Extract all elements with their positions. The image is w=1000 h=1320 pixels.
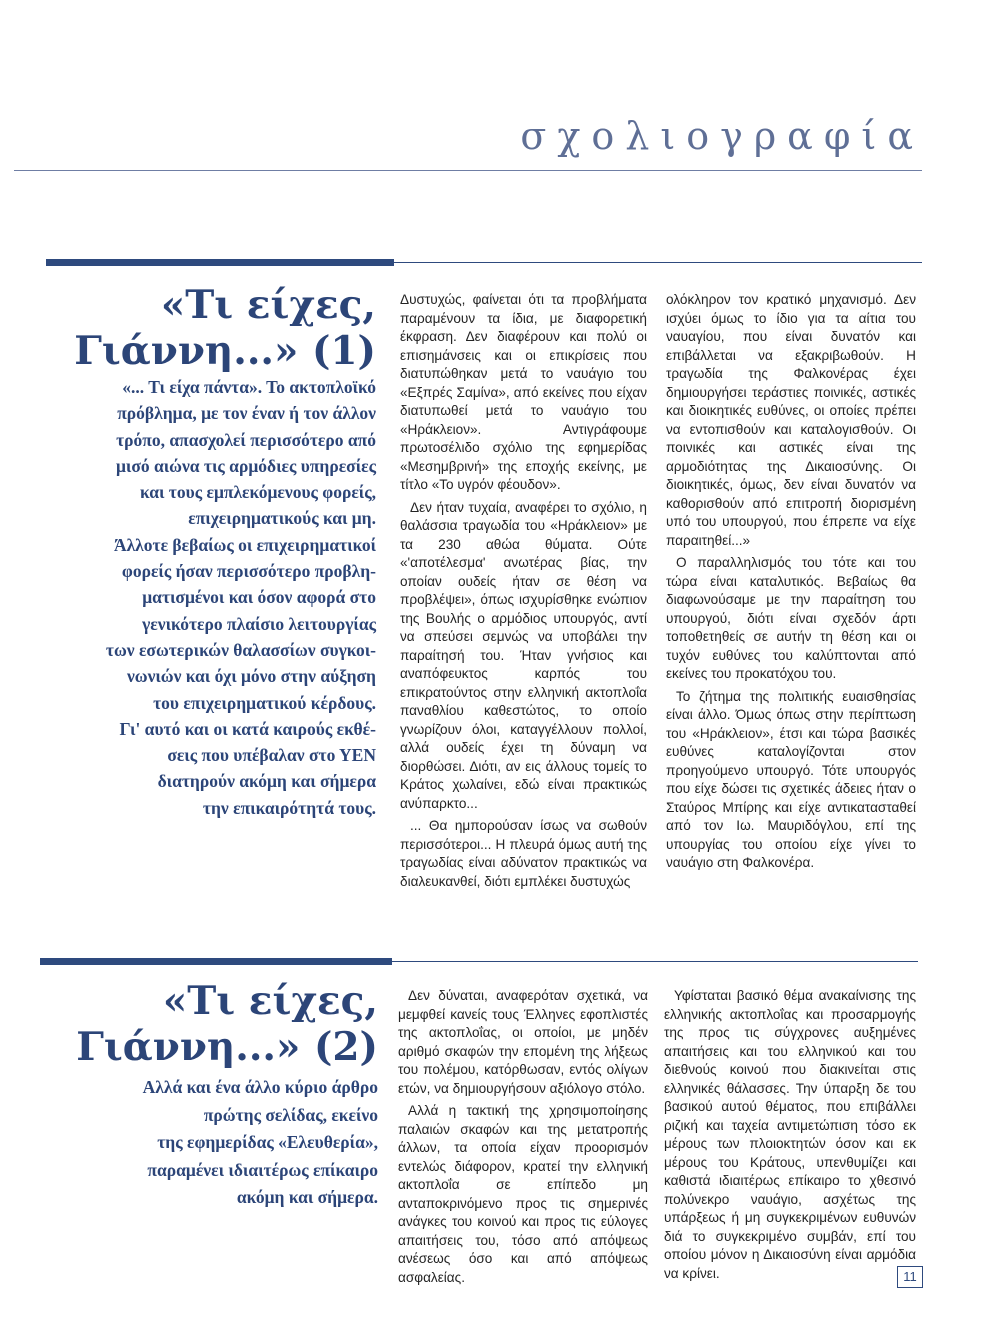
article1-lead <box>16 374 376 821</box>
article1-col3-paragraph: Ο παραλληλισμός του τότε και του τώρα είναι καταλυτικός. Βεβαίως θα διαφωνούσαμε με την παραίτηση του υπουργού, διότι είναι σχεδόν άρτι τοποθετηθείς σε αυτήν τη θέση και οι τυχόν ευθύνες του καλύπτονται από εκείνες του προκατόχου του. <box>666 555 916 681</box>
article1-lead-line: Γι' αυτό και οι κατά καιρούς εκθέ- <box>119 718 376 739</box>
article1-headline <box>16 282 376 374</box>
article1-lead-line: του επιχειρηματικού κέρδους. <box>153 692 376 713</box>
article1-lead-line: Άλλοτε βεβαίως οι επιχειρηματικοί <box>113 534 376 555</box>
article1-col3-paragraph: ολόκληρον τον κρατικό μηχανισμό. Δεν ισχύει όμως το ίδιο για τα αίτια του ναυαγίου, που είναι δυνατόν και επιβάλλεται να εξακριβωθούν. Η τραγωδία της Φαλκονέρας έχει δημιουργήσει τεράστιες ποινικές, αστικές και διοικητικές ευθύνες, οι οποίες πρέπει να εντοπισθούν και καταλογισθούν. Οι ποινικές και αστικές είναι της αρμοδιότητας της Δικαιοσύνης. Οι διοικητικές, όμως, δεν είναι δυνατόν να καθορισθούν από επιτροπή διορισμένη υπό του υπουργού, που έπρεπε να είχε παραιτηθεί...» <box>666 292 916 548</box>
article1-lead-line: «... Τι είχα πάντα». Το ακτοπλοϊκό <box>122 377 376 397</box>
article2-lead-line: πρώτης σελίδας, εκείνο <box>203 1104 378 1125</box>
article1-column3 <box>666 291 916 877</box>
article1-lead-line: τρόπο, απασχολεί περισσότερο από <box>116 429 376 450</box>
article1-headline-line1: «Τι είχες, <box>160 282 376 328</box>
article2-lead-line: Αλλά και ένα άλλο κύριο άρθρο <box>142 1077 378 1097</box>
article1-col2-paragraph: Δεν ήταν τυχαία, αναφέρει το σχόλιο, η θαλάσσια τραγωδία του «Ηράκλειον» με τα 230 αθώα θύματα. Ούτε «'αποτέλεσμα' ανωτέρας βίας, την οποίαν ουδείς ήταν σε θέση να προβλέψει», όπως ισχυρίσθηκε ενώπιον της Βουλής ο αρμόδιος υπουργός, αντί να σπεύσει σεμνώς να υποβάλει την παραίτησή του. Ήταν γνήσιος και αναπόφευκτος καρπός του επικρατούντος στην ελληνική ακτοπλοΐα παναθλίου καθεστώτος, το οποίο γνωρίζουν όλοι, καταγγέλλουν πολλοί, αλλά ουδείς έχει τη δύναμη να διορθώσει. Διότι, αν εις άλλους τομείς το Κράτος χωλαίνει, εδώ είναι πρακτικώς ανύπαρκτο... <box>400 499 647 811</box>
article1-lead-line: και τους εμπλεκόμενους φορείς, <box>140 482 376 503</box>
article2-col2-paragraph: Δεν δύναται, αναφερόταν σχετικά, να μεμφθεί κανείς τους Έλληνες εφοπλιστές της ακτοπλοΐας, οι οποίοι, με μηδέν αριθμό σκαφών την επομένη της λήξεως του πολέμου, κατόρθωσαν, εντός ολίγων ετών, να δημιουργήσουν αξιόλογο στόλο. <box>398 988 648 1096</box>
article1-lead-line: διατηρούν ακόμη και σήμερα <box>157 771 376 792</box>
section-title: σχολιογραφία <box>520 114 924 158</box>
article2-section-bar <box>40 958 392 965</box>
header-divider <box>14 170 922 171</box>
article2-column3 <box>664 987 916 1287</box>
article2-headline-line2: Γιάννη...» (2) <box>76 1024 378 1070</box>
article1-lead-line: των εσωτερικών θαλασσίων συγκοι- <box>105 639 376 660</box>
article2-lead-line: παραμένει ιδιαιτέρως επίκαιρο <box>147 1159 378 1180</box>
article1-col2-paragraph: Δυστυχώς, φαίνεται ότι τα προβλήματα παραμένουν τα ίδια, με διαφορετική έκφραση. Δεν διαφέρουν και πολύ οι επισημάνσεις και οι επικρίσεις που διατυπώθηκαν μετά το ναυάγιο του «Εξπρές Σαμίνα», από εκείνες που είχαν διατυπωθεί μετά το ναυάγιο του «Ηράκλειον». Αντιγράφουμε πρωτοσέλιδο σχόλιο της εφημερίδας «Μεσημβρινή» της εποχής εκείνης, με τίτλο «Το υγρόν φέουδον». <box>400 292 647 492</box>
article1-lead-line: φορείς ήσαν περισσότερο προβλη- <box>121 561 376 582</box>
article1-lead-line: νωνιών και όχι μόνο στην αύξηση <box>126 666 376 687</box>
article1-column2 <box>400 291 647 895</box>
article2-col3-paragraph: Υφίσταται βασικό θέμα ανακαίνισης της ελληνικής ακτοπλοΐας και προσαρμογής της προς τις σύγχρονες αυξημένες απαιτήσεις και του ελληνικού και του διεθνούς κοινού που διακινείται στις ελληνικές θάλασσες. Την ύπαρξη δε του βασικού αυτού θέματος, που επιβάλλει ριζική και ταχεία αντιμετώπιση τόσο εκ μέρους των πλοιοκτητών όσον και εκ μέρους του Κράτους, υπενθυμίζει και καθιστά ιδιαιτέρως επίκαιρο το χθεσινό πολύνεκρο ναυάγιο, ασχέτως της υπάρξεως ή μη συγκεκριμένων ευθυνών διά το συγκεκριμένο συμβάν, επί του οποίου μόνον η Δικαιοσύνη είναι αρμόδια να κρίνει. <box>664 988 916 1281</box>
article2-headline <box>18 978 378 1070</box>
article2-lead-line: ακόμη και σήμερα. <box>236 1187 378 1207</box>
article1-col2-paragraph: ... Θα ημπορούσαν ίσως να σωθούν περισσότεροι... Η πλευρά όμως αυτή της τραγωδίας είναι αδύνατον πρακτικώς να διαλευκανθεί, διότι εμπλέκει δυστυχώς <box>400 818 647 889</box>
article1-col3-paragraph: Το ζήτημα της πολιτικής ευαισθησίας είναι άλλο. Όμως όπως στην περίπτωση του «Ηράκλειον», έτσι και τώρα βασικές ευθύνες καταλογίζονται στον προηγούμενο υπουργό. Τότε υπουργός που είχε δώσει τις σχετικές άδειες ήταν ο Σταύρος Μπίρης και είχε αντικατασταθεί από τον Ιω. Μαυριδόγλου, επί της υπουργίας του οποίου είχε γίνει το ναυάγιο στη Φαλκονέρα. <box>666 688 916 870</box>
article1-lead-line: πρόβλημα, με τον έναν ή τον άλλον <box>117 403 376 424</box>
article1-lead-line: σεις που υπέβαλαν στο ΥΕΝ <box>167 745 376 766</box>
page-number: 11 <box>897 1266 923 1288</box>
article1-lead-line: ματισμένοι και όσον αφορά στο <box>142 587 376 608</box>
article2-col2-paragraph: Αλλά η τακτική της χρησιμοποίησης παλαιών σκαφών και της μετατροπής άλλων, τα οποία είχαν προορισμόν εντελώς διάφορον, κρατεί την ελληνική ακτοπλοΐα σε επίπεδο μη ανταποκρινόμενο προς τις σημερινές ανάγκες του κοινού και προς τις εύλογες απαιτήσεις του, τόσο από απόψεως ανέσεως όσο και από απόψεως ασφαλείας. <box>398 1103 648 1285</box>
article1-lead-line: επιχειρηματικούς και μη. <box>188 508 376 529</box>
article2-column2 <box>398 987 648 1291</box>
article1-headline-line2: Γιάννη...» (1) <box>74 328 376 374</box>
article2-lead <box>18 1074 378 1212</box>
article1-lead-line: γενικότερο πλαίσιο λειτουργίας <box>142 613 376 634</box>
article1-lead-line: μισό αιώνα τις αρμόδιες υπηρεσίες <box>116 455 376 476</box>
article1-section-bar <box>46 259 394 266</box>
article2-headline-line1: «Τι είχες, <box>162 978 378 1024</box>
article1-lead-line: την επικαιρότητά τους. <box>202 797 376 818</box>
article2-lead-line: της εφημερίδας «Ελευθερία», <box>157 1132 378 1152</box>
